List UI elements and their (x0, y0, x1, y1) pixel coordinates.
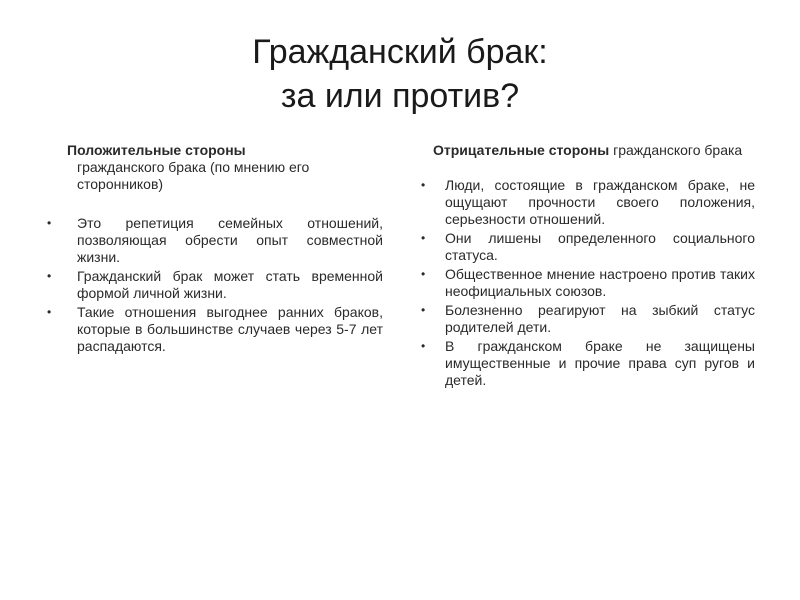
list-item (45, 304, 383, 355)
list-item (415, 338, 755, 389)
cons-item-text: Общественное мнение настроено против таких неофициальных союзов. (445, 266, 755, 299)
bullet-icon: • (421, 267, 426, 281)
cons-heading-bold: Отрицательные стороны (433, 142, 610, 158)
pros-item-text: Гражданский брак может стать временной формой личной жизни. (77, 268, 383, 301)
slide-title-line-1: Гражданский брак: (252, 33, 548, 71)
bullet-icon: • (421, 303, 426, 317)
bullet-icon: • (421, 178, 426, 192)
bullet-icon: • (421, 231, 426, 245)
cons-item-text: Болезненно реагируют на зыбкий статус родителей дети. (445, 302, 755, 335)
slide-title (0, 30, 800, 118)
pros-column (45, 142, 383, 357)
bullet-icon: • (421, 339, 426, 353)
list-item (415, 230, 755, 264)
cons-column (415, 142, 755, 391)
slide-title-line-2: за или против? (280, 77, 520, 115)
bullet-icon: • (47, 216, 52, 230)
bullet-icon: • (47, 305, 52, 319)
list-item (415, 177, 755, 228)
cons-heading (415, 142, 755, 159)
pros-heading (45, 142, 383, 193)
cons-heading-rest: гражданского брака (609, 142, 743, 158)
list-item (45, 268, 383, 302)
cons-item-text: Они лишены определенного социального статуса. (445, 230, 755, 263)
cons-item-text: Люди, состоящие в гражданском браке, не ощущают прочности своего положения, серьезности отношений. (445, 177, 755, 227)
cons-item-text: В гражданском браке не защищены имущественные и прочие права суп ругов и детей. (445, 338, 755, 388)
bullet-icon: • (47, 269, 52, 283)
list-item (415, 266, 755, 300)
pros-item-text: Такие отношения выгоднее ранних браков, которые в большинстве случаев через 5-7 лет распадаются. (77, 304, 383, 354)
pros-heading-rest: гражданского брака (по мнению его сторонников) (77, 159, 310, 192)
pros-list (45, 215, 383, 355)
cons-list (415, 177, 755, 389)
pros-heading-bold: Положительные стороны (67, 142, 246, 158)
list-item (415, 302, 755, 336)
list-item (45, 215, 383, 266)
pros-item-text: Это репетиция семейных отношений, позволяющая обрести опыт совместной жизни. (77, 215, 383, 265)
